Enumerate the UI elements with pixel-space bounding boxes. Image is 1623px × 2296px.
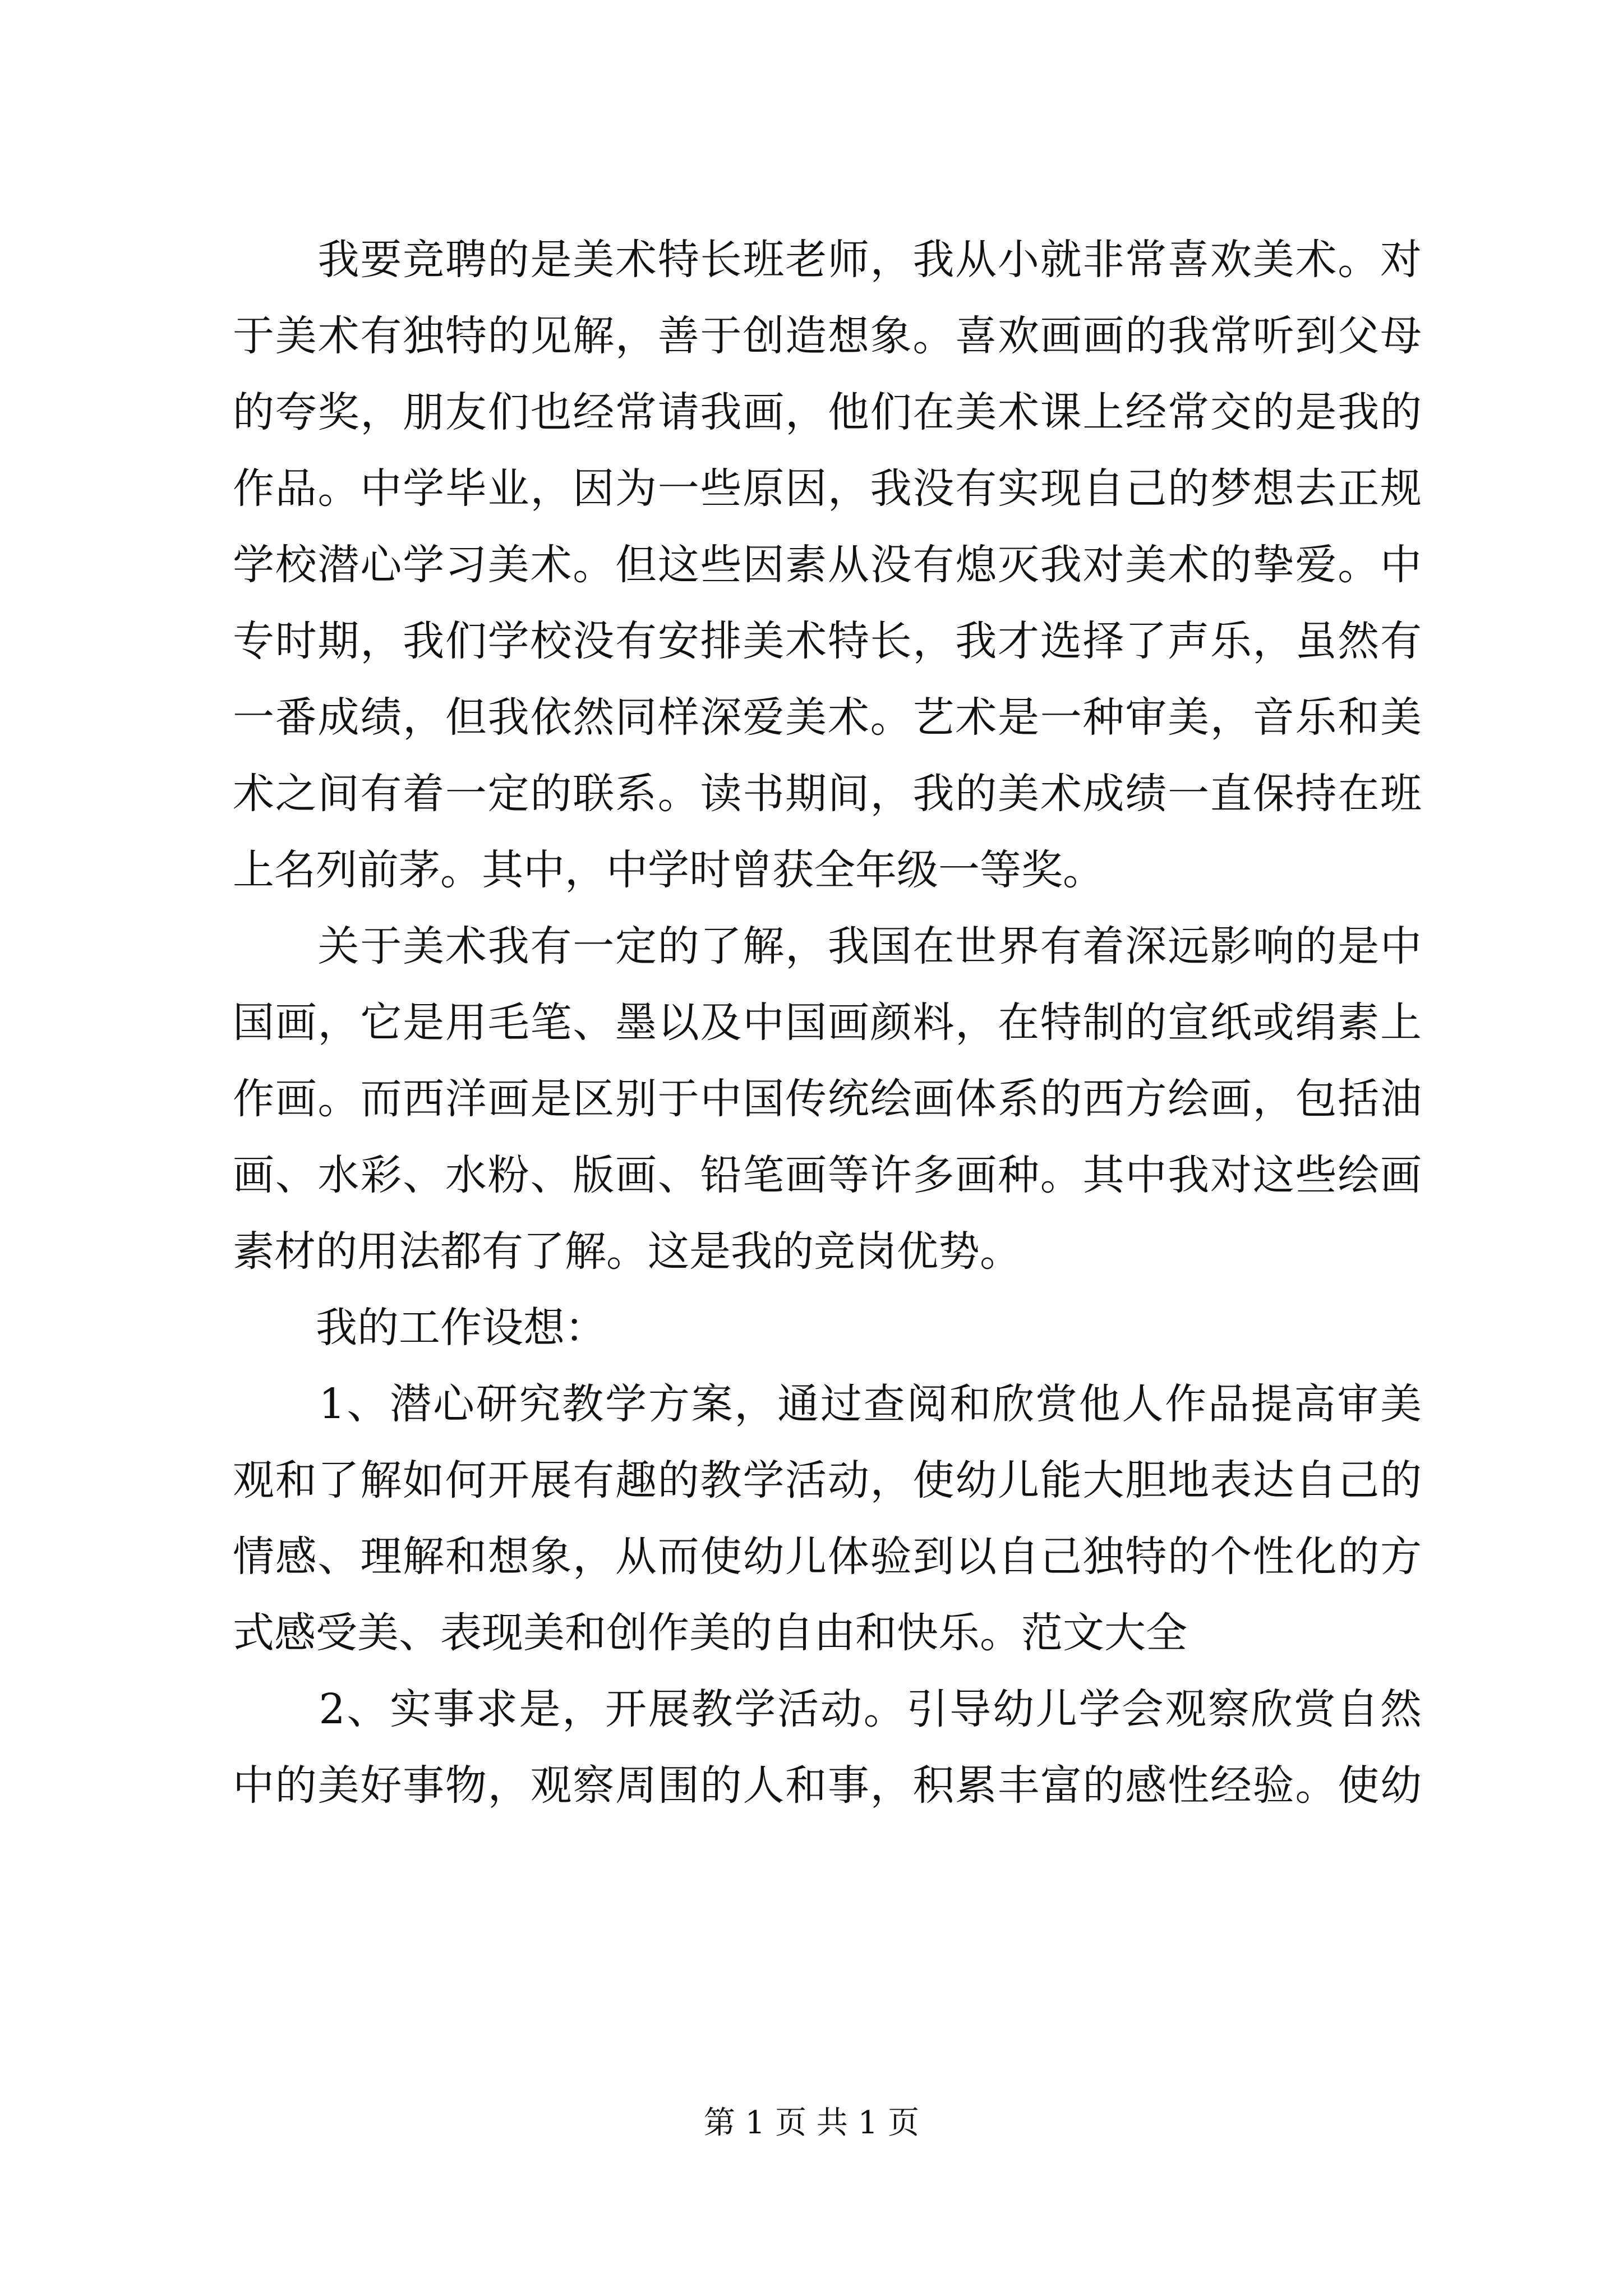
text-line: 2、实事求是，开展教学活动。引导幼儿学会观察欣赏自然	[233, 1685, 1422, 1733]
text-line: 我要竞聘的是美术特长班老师，我从小就非常喜欢美术。对	[233, 236, 1422, 284]
text-line: 画、水彩、水粉、版画、铅笔画等许多画种。其中我对这些绘画	[233, 1151, 1422, 1199]
text-line: 作画。而西洋画是区别于中国传统绘画体系的西方绘画，包括油	[233, 1075, 1422, 1123]
text-line: 术之间有着一定的联系。读书期间，我的美术成绩一直保持在班	[233, 770, 1422, 818]
text-line: 于美术有独特的见解，善于创造想象。喜欢画画的我常听到父母	[233, 312, 1422, 360]
text-line: 情感、理解和想象，从而使幼儿体验到以自己独特的个性化的方	[233, 1533, 1422, 1581]
text-line: 作品。中学毕业，因为一些原因，我没有实现自己的梦想去正规	[233, 464, 1422, 513]
text-line: 专时期，我们学校没有安排美术特长，我才选择了声乐，虽然有	[233, 617, 1422, 665]
text-line: 关于美术我有一定的了解，我国在世界有着深远影响的是中	[233, 922, 1422, 970]
text-line: 国画，它是用毛笔、墨以及中国画颜料，在特制的宣纸或绢素上	[233, 999, 1422, 1047]
text-line: 学校潜心学习美术。但这些因素从没有熄灭我对美术的挚爱。中	[233, 541, 1422, 589]
page-footer: 第 1 页 共 1 页	[703, 2105, 920, 2141]
text-line: 一番成绩，但我依然同样深爱美术。艺术是一种审美，音乐和美	[233, 693, 1422, 742]
text-line: 我的工作设想：	[233, 1304, 606, 1352]
text-line: 的夸奖，朋友们也经常请我画，他们在美术课上经常交的是我的	[233, 388, 1422, 436]
text-line: 中的美好事物，观察周围的人和事，积累丰富的感性经验。使幼	[233, 1761, 1422, 1810]
text-line: 式感受美、表现美和创作美的自由和快乐。范文大全	[233, 1609, 1187, 1657]
text-line: 素材的用法都有了解。这是我的竞岗优势。	[233, 1227, 1021, 1276]
body-text	[233, 222, 1422, 1824]
text-line: 上名列前茅。其中，中学时曾获全年级一等奖。	[233, 846, 1104, 894]
text-line: 观和了解如何开展有趣的教学活动，使幼儿能大胆地表达自己的	[233, 1456, 1422, 1504]
text-line: 1、潜心研究教学方案，通过查阅和欣赏他人作品提高审美	[233, 1380, 1422, 1428]
